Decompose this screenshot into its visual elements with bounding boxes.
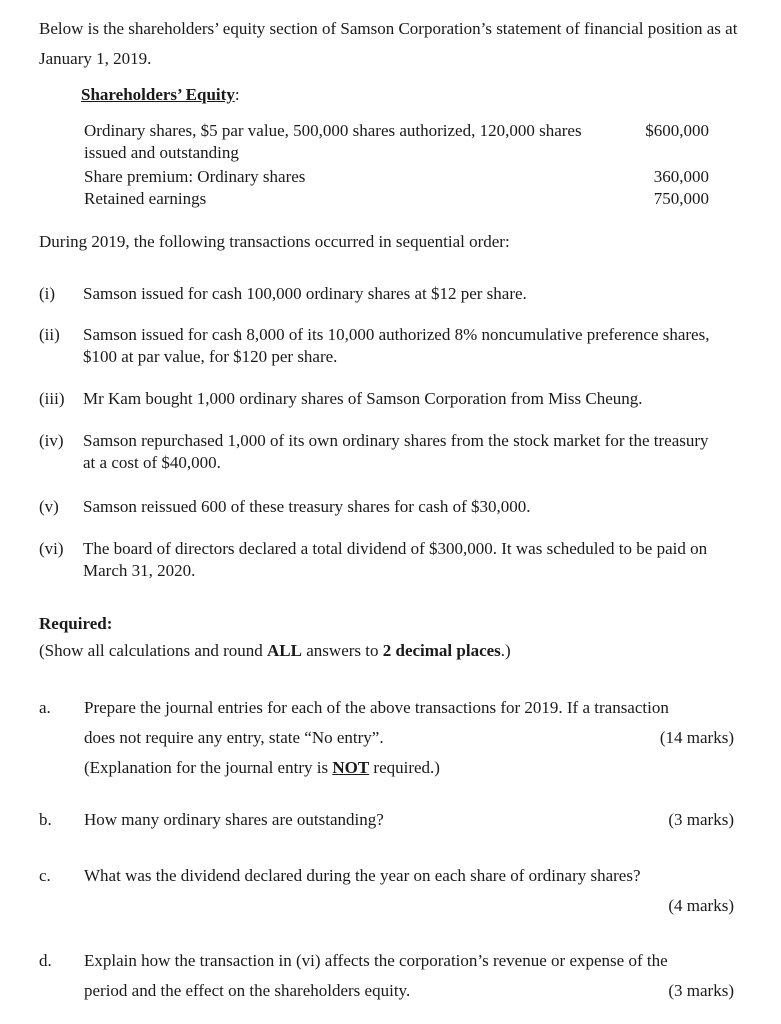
line3-emphasis: NOT — [332, 757, 370, 777]
equity-row-share-premium — [84, 166, 709, 188]
equity-row-desc: Share premium: Ordinary shares — [84, 167, 306, 186]
question-a — [39, 693, 734, 782]
transaction-item — [39, 538, 739, 582]
equity-row-desc: Retained earnings — [84, 189, 207, 208]
equity-title-text: Shareholders’ Equity — [81, 85, 235, 104]
question-b-text: How many ordinary shares are outstanding? — [84, 810, 384, 829]
note-emphasis: 2 decimal places — [382, 641, 501, 660]
question-letter: b. — [39, 810, 52, 829]
transaction-number: (iv) — [39, 431, 64, 450]
question-b — [39, 805, 734, 835]
equity-row-ordinary-shares — [84, 120, 709, 164]
note-text: .) — [500, 641, 511, 660]
question-letter: a. — [39, 698, 51, 717]
transaction-number: (vi) — [39, 539, 64, 558]
transaction-item — [39, 388, 739, 410]
question-marks: (4 marks) — [668, 896, 734, 915]
required-heading: Required: — [39, 614, 113, 633]
question-d-line2: period and the effect on the shareholders equity. — [84, 980, 411, 1000]
transaction-number: (i) — [39, 284, 56, 303]
transaction-text: Samson repurchased 1,000 of its own ordinary shares from the stock market for the treasury at a cost of $40,000. — [83, 431, 709, 472]
question-a-line1: Prepare the journal entries for each of the above transactions for 2019. If a transaction — [84, 698, 669, 717]
note-text: (Show all calculations and round — [39, 641, 268, 660]
equity-title-colon: : — [234, 85, 240, 104]
transaction-item — [39, 283, 739, 305]
equity-row-amount: 750,000 — [653, 189, 709, 208]
transaction-item — [39, 496, 739, 518]
question-a-line2: does not require any entry, state “No entry”. — [84, 727, 384, 747]
question-a-line3 — [84, 753, 734, 783]
equity-section-title — [81, 84, 240, 106]
question-d — [39, 946, 734, 1006]
equity-row-retained-earnings — [84, 188, 709, 210]
note-text: answers to — [302, 641, 383, 660]
transaction-text: Samson reissued 600 of these treasury shares for cash of $30,000. — [83, 497, 531, 516]
transaction-item — [39, 430, 739, 474]
transaction-text: Samson issued for cash 8,000 of its 10,000 authorized 8% noncumulative preference shares, $100 at par value, for $120 per share. — [83, 325, 710, 366]
equity-row-amount: $600,000 — [645, 121, 709, 140]
question-marks: (3 marks) — [668, 810, 734, 829]
transaction-text: Mr Kam bought 1,000 ordinary shares of Samson Corporation from Miss Cheung. — [83, 389, 643, 408]
required-note — [39, 640, 511, 662]
transaction-text: Samson issued for cash 100,000 ordinary shares at $12 per share. — [83, 284, 527, 303]
note-emphasis: ALL — [267, 641, 302, 660]
question-letter: c. — [39, 866, 51, 885]
question-marks: (3 marks) — [668, 981, 734, 1000]
equity-row-desc: Ordinary shares, $5 par value, 500,000 shares authorized, 120,000 shares issued and outstanding — [84, 121, 582, 162]
transactions-intro: During 2019, the following transactions occurred in sequential order: — [39, 232, 510, 251]
question-letter: d. — [39, 951, 52, 970]
line3-text: required.) — [369, 757, 440, 777]
question-c-text: What was the dividend declared during the year on each share of ordinary shares? — [84, 866, 641, 885]
transaction-number: (ii) — [39, 325, 60, 344]
question-marks: (14 marks) — [659, 728, 734, 747]
question-c — [39, 861, 734, 915]
intro-paragraph: Below is the shareholders’ equity section of Samson Corporation’s statement of financial position as at January 1, 2019. — [39, 19, 738, 68]
transaction-number: (v) — [39, 497, 59, 516]
question-d-line1: Explain how the transaction in (vi) affects the corporation’s revenue or expense of the — [84, 951, 668, 970]
line3-text: (Explanation for the journal entry is — [84, 757, 333, 777]
equity-row-amount: 360,000 — [653, 167, 709, 186]
transaction-item — [39, 324, 739, 368]
transaction-text: The board of directors declared a total dividend of $300,000. It was scheduled to be paid on March 31, 2020. — [83, 539, 708, 580]
transaction-number: (iii) — [39, 389, 65, 408]
